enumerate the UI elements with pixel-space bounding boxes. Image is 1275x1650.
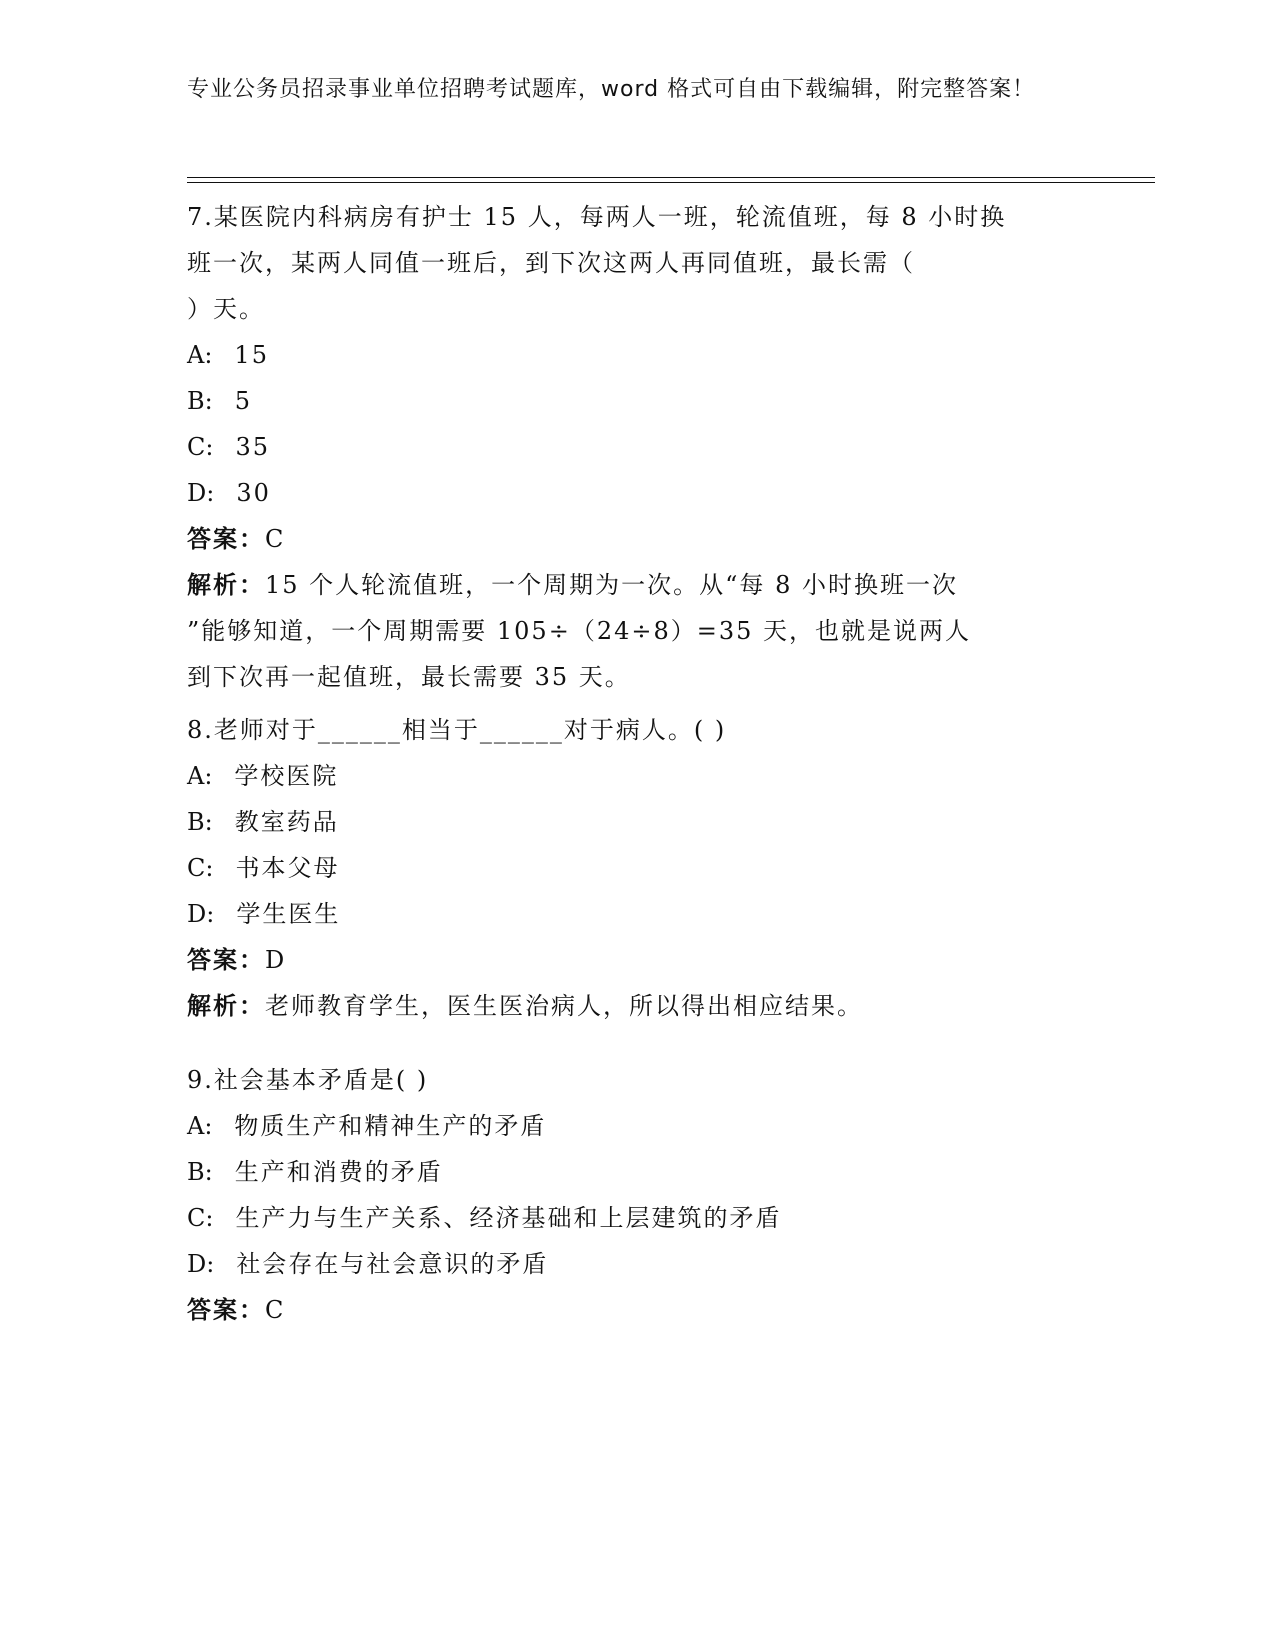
analysis-line: ”能够知道，一个周期需要 105÷（24÷8）=35 天，也就是说两人 <box>187 617 972 645</box>
answer-label: 答案： <box>187 525 265 553</box>
answer-label: 答案： <box>187 946 265 974</box>
question-stem-line: 班一次，某两人同值一班后，到下次这两人再同值班，最长需（ <box>187 249 915 277</box>
option-d: D: 学生医生 <box>187 900 341 928</box>
analysis-line: 到下次再一起值班，最长需要 35 天。 <box>187 663 631 691</box>
analysis-line: 解析：老师教育学生，医生医治病人，所以得出相应结果。 <box>187 992 863 1020</box>
option-d: D: 社会存在与社会意识的矛盾 <box>187 1250 549 1278</box>
option-b: B: 生产和消费的矛盾 <box>187 1158 443 1186</box>
question-9 <box>187 1057 1087 1333</box>
question-8 <box>187 707 1087 1029</box>
option-a: A: 学校医院 <box>187 762 339 790</box>
question-7 <box>187 194 1087 700</box>
analysis-label: 解析： <box>187 992 265 1020</box>
page-header: 专业公务员招录事业单位招聘考试题库，word 格式可自由下载编辑，附完整答案！ <box>187 77 1036 102</box>
analysis-line: 解析：15 个人轮流值班，一个周期为一次。从“每 8 小时换班一次 <box>187 571 958 599</box>
answer-line <box>187 516 1087 562</box>
option-c: C: 35 <box>187 433 270 461</box>
answer-value: D <box>265 946 287 974</box>
question-stem-line: 9.社会基本矛盾是( ) <box>187 1066 429 1094</box>
analysis-label: 解析： <box>187 571 265 599</box>
option-c: C: 生产力与生产关系、经济基础和上层建筑的矛盾 <box>187 1204 782 1232</box>
answer-line <box>187 937 1087 983</box>
option-b: B: 5 <box>187 387 253 415</box>
option-d: D: 30 <box>187 479 271 507</box>
question-stem-line: 8.老师对于______相当于______对于病人。( ) <box>187 716 727 744</box>
question-stem-line: 7.某医院内科病房有护士 15 人，每两人一班，轮流值班，每 8 小时换 <box>187 203 1007 231</box>
option-a: A: 15 <box>187 341 269 369</box>
answer-value: C <box>265 525 286 553</box>
option-a: A: 物质生产和精神生产的矛盾 <box>187 1112 547 1140</box>
question-stem-line: ）天。 <box>187 295 265 323</box>
option-c: C: 书本父母 <box>187 854 340 882</box>
option-b: B: 教室药品 <box>187 808 339 836</box>
answer-label: 答案： <box>187 1296 265 1324</box>
answer-line <box>187 1287 1087 1333</box>
answer-value: C <box>265 1296 286 1324</box>
header-rule-bottom <box>187 182 1155 183</box>
header-rule-top <box>187 177 1155 178</box>
